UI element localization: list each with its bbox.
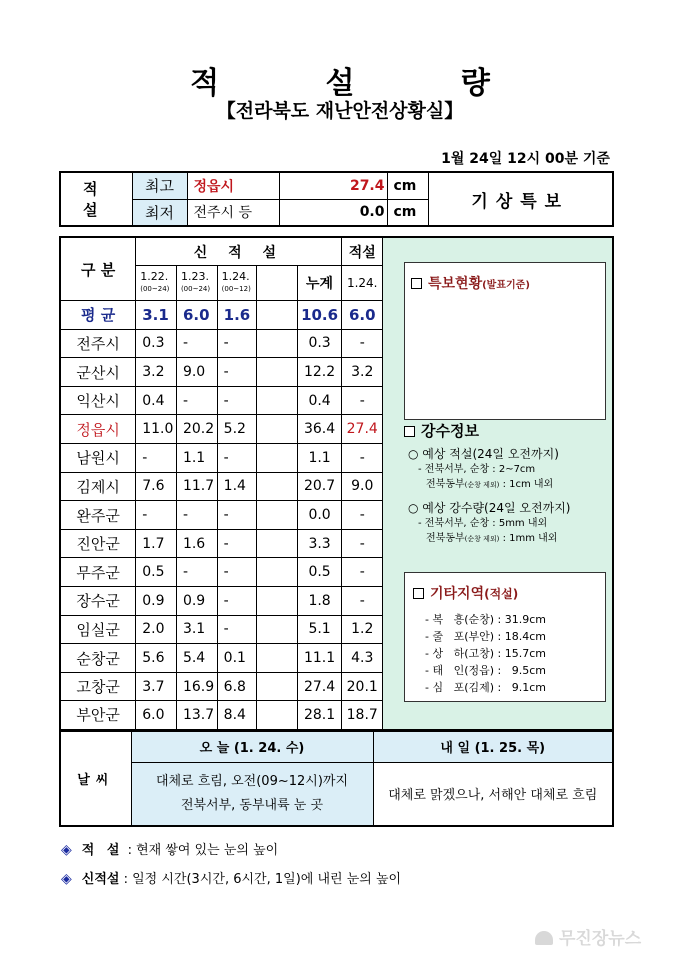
- value-d2: 0.9: [176, 587, 217, 616]
- date-col-3: 1.24. (00~12): [217, 266, 256, 301]
- blank-cell: [257, 701, 298, 730]
- value-d1: 11.0: [136, 415, 177, 444]
- today-forecast: 대체로 흐림, 오전(09~12시)까지 전북서부, 동부내륙 눈 곳: [131, 762, 373, 826]
- region-name: 장수군: [60, 587, 136, 616]
- list-item: - 상 하(고창) : 15.7cm: [425, 647, 546, 660]
- value-d1: 1.7: [136, 529, 177, 558]
- blank-cell: [257, 301, 298, 330]
- value-snow: -: [342, 329, 383, 358]
- value-total: 36.4: [297, 415, 342, 444]
- region-name: 고창군: [60, 672, 136, 701]
- value-d3: 1.4: [217, 472, 256, 501]
- value-d2: 5.4: [176, 644, 217, 673]
- value-total: 20.7: [297, 472, 342, 501]
- blank-cell: [257, 558, 298, 587]
- date-col-1: 1.22. (00~24): [136, 266, 177, 301]
- max-kind: 최고: [132, 172, 187, 199]
- note-2: ◈ 신적설 : 일정 시간(3시간, 6시간, 1일)에 내린 눈의 높이: [61, 871, 402, 887]
- value-total: 28.1: [297, 701, 342, 730]
- value-snow: 20.1: [342, 672, 383, 701]
- rain-line-2a: - 전북서부, 순창 : 5mm 내외: [418, 518, 548, 529]
- value-d1: 7.6: [136, 472, 177, 501]
- value-snow: -: [342, 558, 383, 587]
- blank-cell: [257, 644, 298, 673]
- value-snow: -: [342, 587, 383, 616]
- value-d3: -: [217, 558, 256, 587]
- rain-line-2: ○ 예상 강수량(24일 오전까지): [408, 501, 571, 515]
- value-d1: 5.6: [136, 644, 177, 673]
- min-unit: cm: [387, 199, 428, 226]
- value-d3: 1.6: [217, 301, 256, 330]
- value-snow: -: [342, 444, 383, 473]
- value-d2: 3.1: [176, 615, 217, 644]
- checkbox-square-icon: [411, 278, 422, 289]
- value-d3: -: [217, 529, 256, 558]
- value-d2: 1.6: [176, 529, 217, 558]
- blank-col: [257, 266, 298, 301]
- header-snow-date: 1.24.: [342, 266, 383, 301]
- value-d2: 20.2: [176, 415, 217, 444]
- value-d3: -: [217, 587, 256, 616]
- special-report-box: [404, 262, 606, 420]
- region-name: 평 균: [60, 301, 136, 330]
- weather-table: [59, 730, 614, 827]
- diamond-icon: ◈: [61, 842, 72, 858]
- value-total: 0.4: [297, 386, 342, 415]
- special-report-title: 특보현황(발표기준): [411, 273, 599, 293]
- rain-line-1: ○ 예상 적설(24일 오전까지): [408, 447, 559, 461]
- blank-cell: [257, 415, 298, 444]
- region-name: 순창군: [60, 644, 136, 673]
- value-d1: 0.9: [136, 587, 177, 616]
- page-subtitle: 【전라북도 재난안전상황실】: [216, 100, 464, 122]
- value-d3: 0.1: [217, 644, 256, 673]
- value-snow: 27.4: [342, 415, 383, 444]
- value-snow: -: [342, 501, 383, 530]
- value-d1: 6.0: [136, 701, 177, 730]
- value-total: 1.1: [297, 444, 342, 473]
- region-name: 부안군: [60, 701, 136, 730]
- value-total: 10.6: [297, 301, 342, 330]
- other-regions-list: [413, 611, 597, 696]
- value-d1: 2.0: [136, 615, 177, 644]
- value-d2: -: [176, 558, 217, 587]
- value-snow: 18.7: [342, 701, 383, 730]
- page-title: 적 설 량: [190, 66, 538, 101]
- summary-label: 적 설: [60, 172, 132, 226]
- min-city: 전주시 등: [187, 199, 279, 226]
- value-d3: -: [217, 358, 256, 387]
- blank-cell: [257, 529, 298, 558]
- other-regions-box: [404, 572, 606, 702]
- value-d2: 16.9: [176, 672, 217, 701]
- note-1: ◈ 적 설 : 현재 쌓여 있는 눈의 높이: [61, 842, 279, 858]
- date-col-2: 1.23. (00~24): [176, 266, 217, 301]
- value-snow: 1.2: [342, 615, 383, 644]
- summary-table: [59, 171, 614, 227]
- weather-label: 날씨: [60, 731, 131, 826]
- value-d1: 0.3: [136, 329, 177, 358]
- list-item: - 복 흥(순창) : 31.9cm: [425, 613, 546, 626]
- value-snow: 4.3: [342, 644, 383, 673]
- value-snow: 6.0: [342, 301, 383, 330]
- header-region: 구 분: [60, 237, 136, 301]
- value-d3: 5.2: [217, 415, 256, 444]
- header-snow: 적설: [342, 237, 383, 266]
- region-name: 완주군: [60, 501, 136, 530]
- value-d2: 9.0: [176, 358, 217, 387]
- value-snow: 9.0: [342, 472, 383, 501]
- value-snow: -: [342, 386, 383, 415]
- tomorrow-forecast: 대체로 맑겠으나, 서해안 대체로 흐림: [373, 762, 613, 826]
- value-total: 12.2: [297, 358, 342, 387]
- min-kind: 최저: [132, 199, 187, 226]
- region-name: 전주시: [60, 329, 136, 358]
- value-total: 3.3: [297, 529, 342, 558]
- blank-cell: [257, 472, 298, 501]
- value-d3: -: [217, 444, 256, 473]
- value-d1: -: [136, 444, 177, 473]
- value-d2: 1.1: [176, 444, 217, 473]
- value-d1: 3.1: [136, 301, 177, 330]
- weather-warning-title: 기상특보: [428, 172, 613, 226]
- value-d2: 13.7: [176, 701, 217, 730]
- blank-cell: [257, 672, 298, 701]
- other-regions-title: 기타지역(적설): [413, 583, 597, 603]
- value-d2: -: [176, 501, 217, 530]
- region-name: 임실군: [60, 615, 136, 644]
- notes: [61, 836, 401, 894]
- value-total: 27.4: [297, 672, 342, 701]
- today-header: 오 늘 (1. 24. 수): [131, 731, 373, 762]
- value-d1: -: [136, 501, 177, 530]
- list-item: - 태 인(정읍) : 9.5cm: [425, 664, 546, 677]
- value-d3: -: [217, 386, 256, 415]
- value-d2: -: [176, 329, 217, 358]
- blank-cell: [257, 358, 298, 387]
- rain-line-2b: 전북동부(순창 제외) : 1mm 내외: [426, 533, 558, 544]
- blank-cell: [257, 587, 298, 616]
- min-value: 0.0: [279, 199, 387, 226]
- value-snow: 3.2: [342, 358, 383, 387]
- value-total: 0.0: [297, 501, 342, 530]
- blank-cell: [257, 615, 298, 644]
- blank-cell: [257, 444, 298, 473]
- value-total: 11.1: [297, 644, 342, 673]
- header-new-snow: 신 적 설: [136, 237, 342, 266]
- value-d3: -: [217, 615, 256, 644]
- blank-cell: [257, 386, 298, 415]
- list-item: - 심 포(김제) : 9.1cm: [425, 681, 546, 694]
- rain-line-1b: 전북동부(순창 제외) : 1cm 내외: [426, 479, 554, 490]
- logo-icon: [535, 931, 553, 945]
- tomorrow-header: 내 일 (1. 25. 목): [373, 731, 613, 762]
- blank-cell: [257, 329, 298, 358]
- list-item: - 줄 포(부안) : 18.4cm: [425, 630, 546, 643]
- value-d3: -: [217, 501, 256, 530]
- max-value: 27.4: [279, 172, 387, 199]
- value-total: 0.3: [297, 329, 342, 358]
- value-d1: 0.5: [136, 558, 177, 587]
- value-snow: -: [342, 529, 383, 558]
- rain-info: [404, 424, 614, 547]
- value-d3: 8.4: [217, 701, 256, 730]
- value-total: 5.1: [297, 615, 342, 644]
- diamond-icon: ◈: [61, 871, 72, 887]
- value-d1: 0.4: [136, 386, 177, 415]
- region-name: 남원시: [60, 444, 136, 473]
- value-d2: 11.7: [176, 472, 217, 501]
- region-name: 진안군: [60, 529, 136, 558]
- region-name: 김제시: [60, 472, 136, 501]
- value-d2: -: [176, 386, 217, 415]
- checkbox-square-icon: [404, 426, 415, 437]
- header-total: 누계: [297, 266, 342, 301]
- value-d1: 3.7: [136, 672, 177, 701]
- value-d2: 6.0: [176, 301, 217, 330]
- value-total: 0.5: [297, 558, 342, 587]
- region-name: 정읍시: [60, 415, 136, 444]
- blank-cell: [257, 501, 298, 530]
- value-d3: 6.8: [217, 672, 256, 701]
- max-city: 정읍시: [187, 172, 279, 199]
- region-name: 군산시: [60, 358, 136, 387]
- rain-line-1a: - 전북서부, 순창 : 2~7cm: [418, 464, 536, 475]
- checkbox-square-icon: [413, 588, 424, 599]
- watermark: 무진장뉴스: [535, 924, 641, 949]
- reference-time: 1월 24일 12시 00분 기준: [441, 151, 610, 167]
- value-d1: 3.2: [136, 358, 177, 387]
- value-total: 1.8: [297, 587, 342, 616]
- max-unit: cm: [387, 172, 428, 199]
- region-name: 무주군: [60, 558, 136, 587]
- region-name: 익산시: [60, 386, 136, 415]
- rain-info-title: 강수정보: [404, 424, 614, 439]
- value-d3: -: [217, 329, 256, 358]
